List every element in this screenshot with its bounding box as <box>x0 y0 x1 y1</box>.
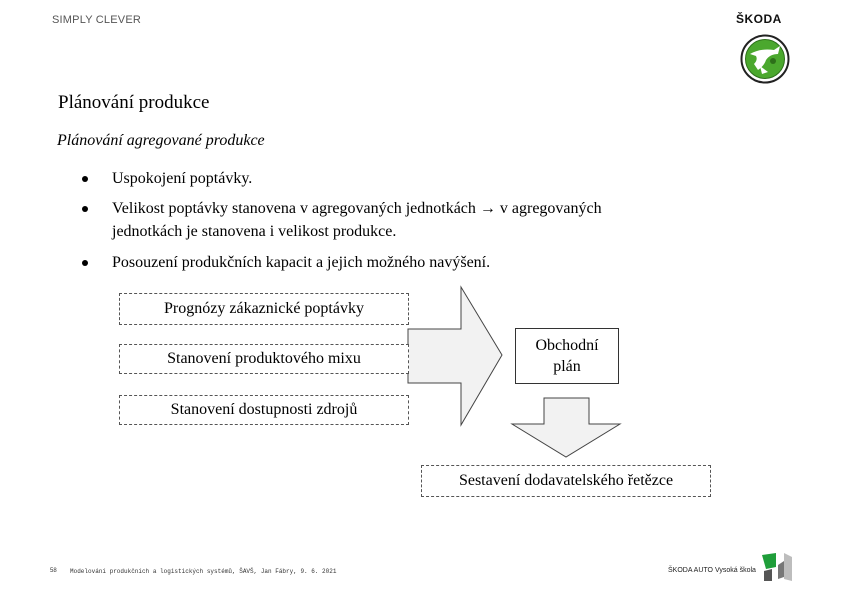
footer-organization: ŠKODA AUTO Vysoká škola <box>668 567 756 574</box>
resources-box: Stanovení dostupnosti zdrojů <box>119 395 409 425</box>
plan-label-line: plán <box>553 358 581 375</box>
plan-label-line: Obchodní <box>535 337 599 354</box>
right-arrow-shape <box>408 287 502 425</box>
brand-tagline: SIMPLY CLEVER <box>52 14 142 26</box>
supply-chain-box: Sestavení dodavatelského řetězce <box>421 465 711 497</box>
page-title: Plánování produkce <box>58 92 210 113</box>
page-number: 58 <box>50 568 57 574</box>
bullet-text: Posouzení produkčních kapacit a jejich možného navýšení. <box>112 254 491 271</box>
section-subtitle: Plánování agregované produkce <box>57 132 265 149</box>
product-mix-box: Stanovení produktového mixu <box>119 344 409 374</box>
footer-text: Modelování produkčních a logistických systémů, ŠAVŠ, Jan Fábry, 9. 6. 2021 <box>70 568 337 575</box>
brand-name: ŠKODA <box>736 12 782 26</box>
business-plan-box <box>515 328 619 384</box>
down-arrow-shape <box>512 398 620 457</box>
bullet-text: Uspokojení poptávky. <box>112 170 253 187</box>
bullet-text-line: Velikost poptávky stanovena v agregovaných jednotkách → v agregovaných <box>112 200 602 217</box>
flag-icon <box>758 551 794 583</box>
forecast-box: Prognózy zákaznické poptávky <box>119 293 409 325</box>
bullet-text-line: jednotkách je stanovena i velikost produkce. <box>112 223 397 240</box>
